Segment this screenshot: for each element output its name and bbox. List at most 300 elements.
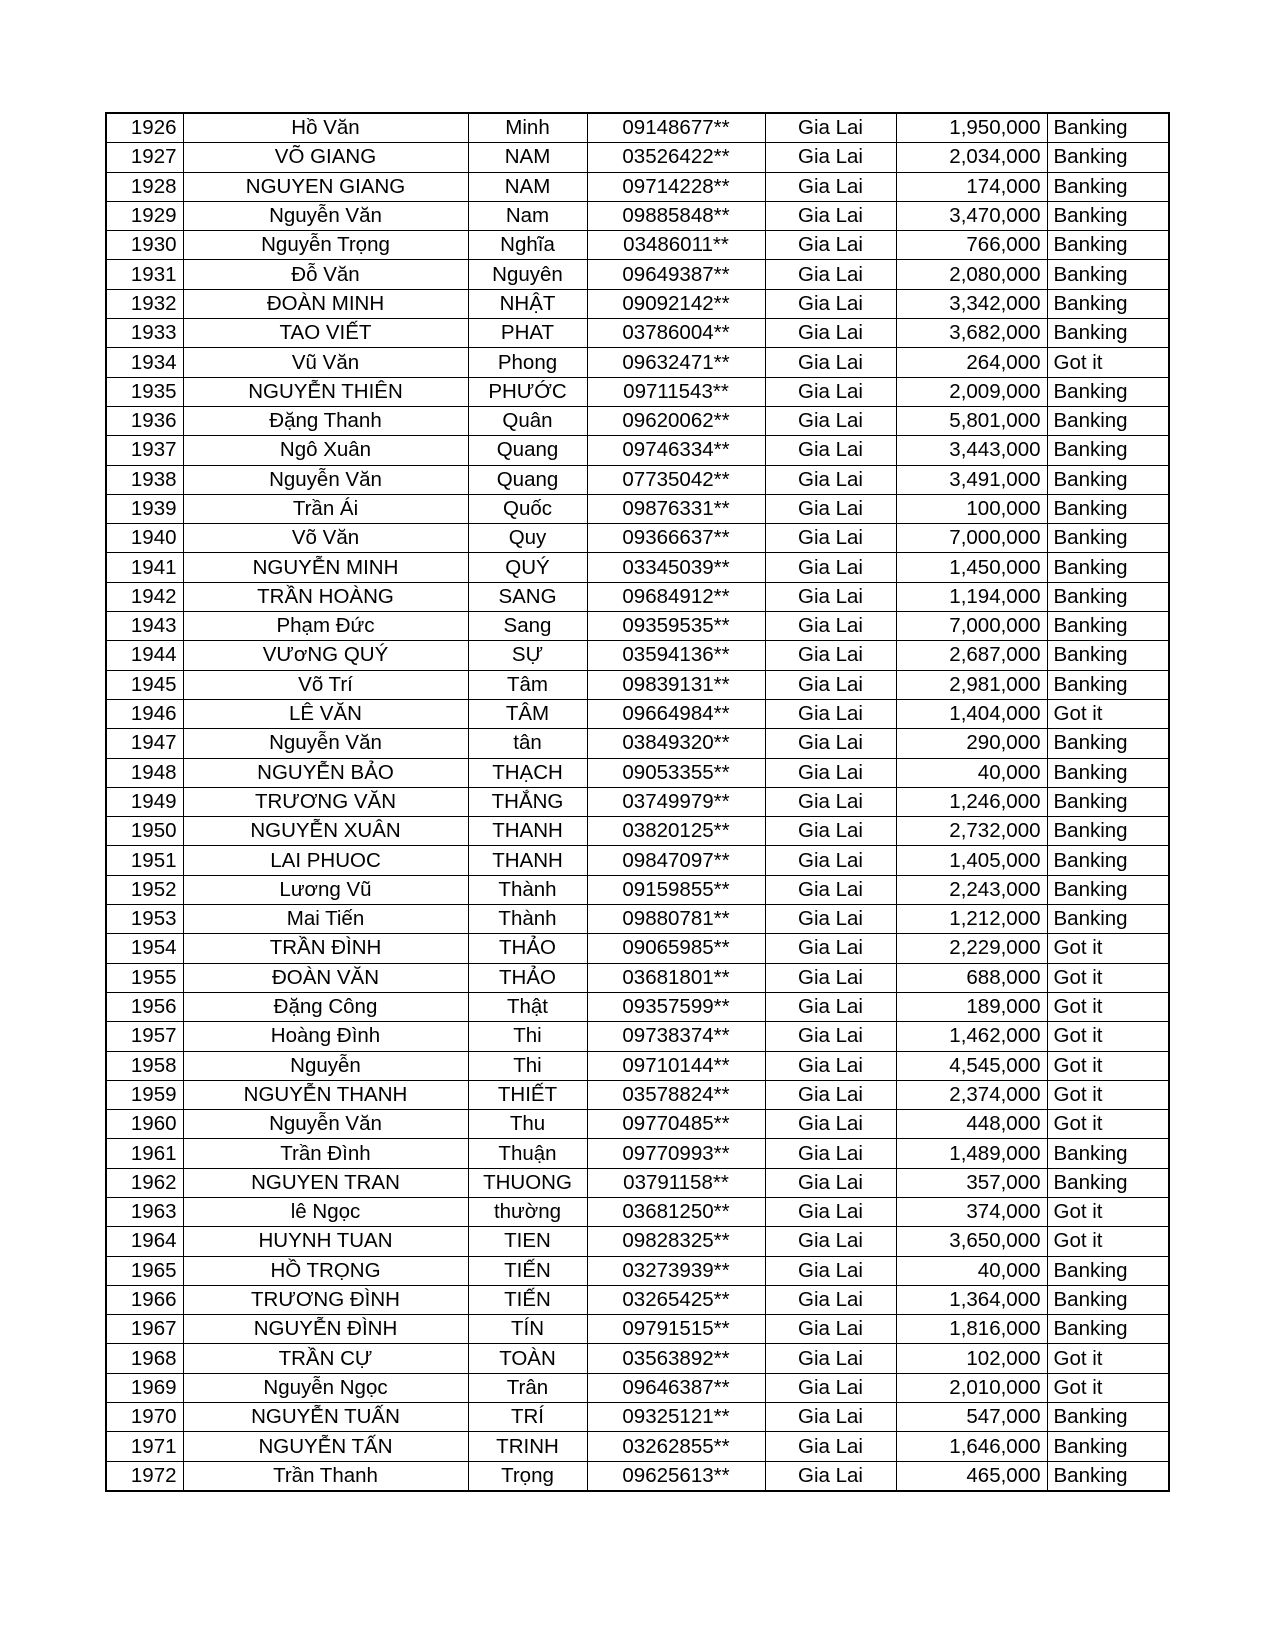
amount-cell: 1,404,000 <box>896 699 1047 728</box>
amount-cell: 1,816,000 <box>896 1315 1047 1344</box>
table-row <box>106 1403 1169 1432</box>
first-name-cell: Thu <box>468 1110 587 1139</box>
phone-cell: 03345039** <box>587 553 765 582</box>
table-row <box>106 1373 1169 1402</box>
amount-cell: 357,000 <box>896 1168 1047 1197</box>
table-row <box>106 992 1169 1021</box>
payment-method-cell: Banking <box>1047 817 1169 846</box>
province-cell: Gia Lai <box>765 963 896 992</box>
first-name-cell: THUONG <box>468 1168 587 1197</box>
row-number-cell: 1962 <box>106 1168 183 1197</box>
last-name-cell: Võ Văn <box>183 524 468 553</box>
table-row <box>106 1256 1169 1285</box>
province-cell: Gia Lai <box>765 1227 896 1256</box>
phone-cell: 03791158** <box>587 1168 765 1197</box>
last-name-cell: NGUYỄN TẤN <box>183 1432 468 1461</box>
first-name-cell: Thành <box>468 905 587 934</box>
table-row <box>106 875 1169 904</box>
last-name-cell: NGUYỄN MINH <box>183 553 468 582</box>
province-cell: Gia Lai <box>765 1315 896 1344</box>
payment-method-cell: Banking <box>1047 905 1169 934</box>
last-name-cell: Vũ Văn <box>183 348 468 377</box>
table-row <box>106 201 1169 230</box>
amount-cell: 189,000 <box>896 992 1047 1021</box>
payment-method-cell: Got it <box>1047 1080 1169 1109</box>
last-name-cell: NGUYỄN THIÊN <box>183 377 468 406</box>
first-name-cell: Quang <box>468 465 587 494</box>
first-name-cell: Thi <box>468 1022 587 1051</box>
province-cell: Gia Lai <box>765 524 896 553</box>
payment-method-cell: Banking <box>1047 612 1169 641</box>
first-name-cell: TÂM <box>468 699 587 728</box>
last-name-cell: ĐOÀN MINH <box>183 289 468 318</box>
first-name-cell: SỰ <box>468 641 587 670</box>
first-name-cell: tân <box>468 729 587 758</box>
phone-cell: 09711543** <box>587 377 765 406</box>
payment-method-cell: Banking <box>1047 289 1169 318</box>
payment-method-cell: Banking <box>1047 846 1169 875</box>
payment-method-cell: Banking <box>1047 524 1169 553</box>
amount-cell: 174,000 <box>896 172 1047 201</box>
payment-method-cell: Got it <box>1047 934 1169 963</box>
phone-cell: 09646387** <box>587 1373 765 1402</box>
phone-cell: 09714228** <box>587 172 765 201</box>
first-name-cell: TRÍ <box>468 1403 587 1432</box>
province-cell: Gia Lai <box>765 758 896 787</box>
amount-cell: 2,981,000 <box>896 670 1047 699</box>
row-number-cell: 1960 <box>106 1110 183 1139</box>
amount-cell: 40,000 <box>896 758 1047 787</box>
province-cell: Gia Lai <box>765 231 896 260</box>
last-name-cell: NGUYỄN ĐÌNH <box>183 1315 468 1344</box>
amount-cell: 374,000 <box>896 1197 1047 1226</box>
amount-cell: 2,080,000 <box>896 260 1047 289</box>
province-cell: Gia Lai <box>765 1080 896 1109</box>
first-name-cell: TIEN <box>468 1227 587 1256</box>
table-row <box>106 582 1169 611</box>
last-name-cell: Trần Thanh <box>183 1461 468 1491</box>
amount-cell: 1,950,000 <box>896 113 1047 143</box>
phone-cell: 09092142** <box>587 289 765 318</box>
phone-cell: 03681250** <box>587 1197 765 1226</box>
last-name-cell: Trần Ái <box>183 494 468 523</box>
phone-cell: 09053355** <box>587 758 765 787</box>
row-number-cell: 1940 <box>106 524 183 553</box>
row-number-cell: 1932 <box>106 289 183 318</box>
amount-cell: 3,491,000 <box>896 465 1047 494</box>
first-name-cell: THẮNG <box>468 787 587 816</box>
row-number-cell: 1941 <box>106 553 183 582</box>
province-cell: Gia Lai <box>765 172 896 201</box>
amount-cell: 2,374,000 <box>896 1080 1047 1109</box>
payment-method-cell: Banking <box>1047 582 1169 611</box>
payment-method-cell: Banking <box>1047 231 1169 260</box>
first-name-cell: Nguyên <box>468 260 587 289</box>
row-number-cell: 1950 <box>106 817 183 846</box>
payment-method-cell: Got it <box>1047 1373 1169 1402</box>
payment-method-cell: Banking <box>1047 143 1169 172</box>
province-cell: Gia Lai <box>765 1403 896 1432</box>
phone-cell: 09065985** <box>587 934 765 963</box>
phone-cell: 09325121** <box>587 1403 765 1432</box>
payment-method-cell: Banking <box>1047 670 1169 699</box>
row-number-cell: 1957 <box>106 1022 183 1051</box>
first-name-cell: thường <box>468 1197 587 1226</box>
last-name-cell: LAI PHUOC <box>183 846 468 875</box>
amount-cell: 547,000 <box>896 1403 1047 1432</box>
row-number-cell: 1949 <box>106 787 183 816</box>
last-name-cell: TAO VIẾT <box>183 319 468 348</box>
row-number-cell: 1939 <box>106 494 183 523</box>
province-cell: Gia Lai <box>765 905 896 934</box>
table-row <box>106 172 1169 201</box>
table-row <box>106 1227 1169 1256</box>
phone-cell: 09684912** <box>587 582 765 611</box>
amount-cell: 100,000 <box>896 494 1047 523</box>
last-name-cell: NGUYEN GIANG <box>183 172 468 201</box>
last-name-cell: ĐOÀN VĂN <box>183 963 468 992</box>
table-row <box>106 699 1169 728</box>
payment-method-cell: Banking <box>1047 406 1169 435</box>
payment-method-cell: Banking <box>1047 319 1169 348</box>
last-name-cell: Hoàng Đình <box>183 1022 468 1051</box>
phone-cell: 09746334** <box>587 436 765 465</box>
province-cell: Gia Lai <box>765 1110 896 1139</box>
last-name-cell: Lương Vũ <box>183 875 468 904</box>
table-row <box>106 465 1169 494</box>
table-row <box>106 758 1169 787</box>
last-name-cell: Đỗ Văn <box>183 260 468 289</box>
row-number-cell: 1951 <box>106 846 183 875</box>
province-cell: Gia Lai <box>765 143 896 172</box>
row-number-cell: 1934 <box>106 348 183 377</box>
last-name-cell: Phạm Đức <box>183 612 468 641</box>
amount-cell: 7,000,000 <box>896 612 1047 641</box>
row-number-cell: 1968 <box>106 1344 183 1373</box>
last-name-cell: TRẦN HOÀNG <box>183 582 468 611</box>
province-cell: Gia Lai <box>765 1139 896 1168</box>
last-name-cell: Trần Đình <box>183 1139 468 1168</box>
province-cell: Gia Lai <box>765 319 896 348</box>
row-number-cell: 1953 <box>106 905 183 934</box>
province-cell: Gia Lai <box>765 846 896 875</box>
payment-method-cell: Banking <box>1047 1403 1169 1432</box>
phone-cell: 09770485** <box>587 1110 765 1139</box>
row-number-cell: 1958 <box>106 1051 183 1080</box>
table-row <box>106 553 1169 582</box>
phone-cell: 09710144** <box>587 1051 765 1080</box>
row-number-cell: 1954 <box>106 934 183 963</box>
table-row <box>106 1139 1169 1168</box>
payment-method-cell: Banking <box>1047 1285 1169 1314</box>
province-cell: Gia Lai <box>765 406 896 435</box>
payment-method-cell: Banking <box>1047 1139 1169 1168</box>
last-name-cell: NGUYỄN THANH <box>183 1080 468 1109</box>
amount-cell: 2,009,000 <box>896 377 1047 406</box>
last-name-cell: NGUYỄN TUẤN <box>183 1403 468 1432</box>
table-row <box>106 1022 1169 1051</box>
table-row <box>106 934 1169 963</box>
last-name-cell: Hồ Văn <box>183 113 468 143</box>
row-number-cell: 1933 <box>106 319 183 348</box>
phone-cell: 09649387** <box>587 260 765 289</box>
last-name-cell: TRƯƠNG VĂN <box>183 787 468 816</box>
province-cell: Gia Lai <box>765 612 896 641</box>
phone-cell: 09620062** <box>587 406 765 435</box>
row-number-cell: 1929 <box>106 201 183 230</box>
province-cell: Gia Lai <box>765 553 896 582</box>
first-name-cell: THẢO <box>468 963 587 992</box>
province-cell: Gia Lai <box>765 992 896 1021</box>
first-name-cell: THANH <box>468 817 587 846</box>
table-row <box>106 905 1169 934</box>
amount-cell: 2,034,000 <box>896 143 1047 172</box>
first-name-cell: THANH <box>468 846 587 875</box>
last-name-cell: lê Ngọc <box>183 1197 468 1226</box>
last-name-cell: Nguyễn Văn <box>183 465 468 494</box>
phone-cell: 03820125** <box>587 817 765 846</box>
payment-method-cell: Banking <box>1047 494 1169 523</box>
province-cell: Gia Lai <box>765 934 896 963</box>
last-name-cell: Nguyễn Trọng <box>183 231 468 260</box>
amount-cell: 1,450,000 <box>896 553 1047 582</box>
table-row <box>106 963 1169 992</box>
amount-cell: 1,212,000 <box>896 905 1047 934</box>
payment-method-cell: Got it <box>1047 1344 1169 1373</box>
province-cell: Gia Lai <box>765 1168 896 1197</box>
phone-cell: 09738374** <box>587 1022 765 1051</box>
payment-method-cell: Banking <box>1047 436 1169 465</box>
table-row <box>106 1110 1169 1139</box>
amount-cell: 1,364,000 <box>896 1285 1047 1314</box>
phone-cell: 03526422** <box>587 143 765 172</box>
row-number-cell: 1956 <box>106 992 183 1021</box>
amount-cell: 4,545,000 <box>896 1051 1047 1080</box>
phone-cell: 09885848** <box>587 201 765 230</box>
last-name-cell: VƯơNG QUÝ <box>183 641 468 670</box>
table-row <box>106 1461 1169 1491</box>
province-cell: Gia Lai <box>765 113 896 143</box>
amount-cell: 465,000 <box>896 1461 1047 1491</box>
first-name-cell: Quy <box>468 524 587 553</box>
province-cell: Gia Lai <box>765 582 896 611</box>
last-name-cell: NGUYEN TRAN <box>183 1168 468 1197</box>
last-name-cell: HUYNH TUAN <box>183 1227 468 1256</box>
province-cell: Gia Lai <box>765 1285 896 1314</box>
first-name-cell: NAM <box>468 172 587 201</box>
row-number-cell: 1965 <box>106 1256 183 1285</box>
province-cell: Gia Lai <box>765 465 896 494</box>
payment-method-cell: Banking <box>1047 260 1169 289</box>
province-cell: Gia Lai <box>765 1022 896 1051</box>
row-number-cell: 1971 <box>106 1432 183 1461</box>
payment-method-cell: Banking <box>1047 1168 1169 1197</box>
phone-cell: 03486011** <box>587 231 765 260</box>
row-number-cell: 1936 <box>106 406 183 435</box>
phone-cell: 09664984** <box>587 699 765 728</box>
table-row <box>106 260 1169 289</box>
amount-cell: 7,000,000 <box>896 524 1047 553</box>
amount-cell: 1,646,000 <box>896 1432 1047 1461</box>
row-number-cell: 1942 <box>106 582 183 611</box>
last-name-cell: Nguyễn Ngọc <box>183 1373 468 1402</box>
row-number-cell: 1930 <box>106 231 183 260</box>
first-name-cell: Nam <box>468 201 587 230</box>
table-row <box>106 612 1169 641</box>
table-row <box>106 1285 1169 1314</box>
amount-cell: 1,489,000 <box>896 1139 1047 1168</box>
payment-method-cell: Banking <box>1047 729 1169 758</box>
payment-method-cell: Got it <box>1047 963 1169 992</box>
amount-cell: 102,000 <box>896 1344 1047 1373</box>
province-cell: Gia Lai <box>765 641 896 670</box>
amount-cell: 40,000 <box>896 1256 1047 1285</box>
row-number-cell: 1970 <box>106 1403 183 1432</box>
first-name-cell: Thuận <box>468 1139 587 1168</box>
first-name-cell: Trân <box>468 1373 587 1402</box>
amount-cell: 2,732,000 <box>896 817 1047 846</box>
table-row <box>106 729 1169 758</box>
first-name-cell: TIẾN <box>468 1285 587 1314</box>
row-number-cell: 1972 <box>106 1461 183 1491</box>
first-name-cell: Thành <box>468 875 587 904</box>
first-name-cell: Quang <box>468 436 587 465</box>
amount-cell: 5,801,000 <box>896 406 1047 435</box>
province-cell: Gia Lai <box>765 348 896 377</box>
first-name-cell: Quân <box>468 406 587 435</box>
amount-cell: 1,462,000 <box>896 1022 1047 1051</box>
payment-method-cell: Got it <box>1047 1197 1169 1226</box>
province-cell: Gia Lai <box>765 494 896 523</box>
table-row <box>106 377 1169 406</box>
first-name-cell: Phong <box>468 348 587 377</box>
last-name-cell: NGUYỄN BẢO <box>183 758 468 787</box>
row-number-cell: 1931 <box>106 260 183 289</box>
phone-cell: 09632471** <box>587 348 765 377</box>
table-row <box>106 817 1169 846</box>
payment-method-cell: Got it <box>1047 699 1169 728</box>
table-row <box>106 494 1169 523</box>
payment-method-cell: Banking <box>1047 641 1169 670</box>
first-name-cell: THIẾT <box>468 1080 587 1109</box>
table-row <box>106 406 1169 435</box>
table-row <box>106 143 1169 172</box>
payment-method-cell: Banking <box>1047 1432 1169 1461</box>
phone-cell: 03681801** <box>587 963 765 992</box>
payment-method-cell: Got it <box>1047 992 1169 1021</box>
payment-method-cell: Banking <box>1047 1461 1169 1491</box>
first-name-cell: NAM <box>468 143 587 172</box>
last-name-cell: Mai Tiến <box>183 905 468 934</box>
last-name-cell: Nguyễn Văn <box>183 729 468 758</box>
row-number-cell: 1943 <box>106 612 183 641</box>
first-name-cell: Nghĩa <box>468 231 587 260</box>
last-name-cell: LÊ VĂN <box>183 699 468 728</box>
province-cell: Gia Lai <box>765 1432 896 1461</box>
province-cell: Gia Lai <box>765 1373 896 1402</box>
phone-cell: 03849320** <box>587 729 765 758</box>
amount-cell: 3,650,000 <box>896 1227 1047 1256</box>
row-number-cell: 1961 <box>106 1139 183 1168</box>
last-name-cell: Võ Trí <box>183 670 468 699</box>
last-name-cell: TRẦN CỰ <box>183 1344 468 1373</box>
table-row <box>106 787 1169 816</box>
table-row <box>106 231 1169 260</box>
amount-cell: 2,687,000 <box>896 641 1047 670</box>
province-cell: Gia Lai <box>765 670 896 699</box>
last-name-cell: HỒ TRỌNG <box>183 1256 468 1285</box>
last-name-cell: Ngô Xuân <box>183 436 468 465</box>
table-row <box>106 524 1169 553</box>
amount-cell: 264,000 <box>896 348 1047 377</box>
phone-cell: 09159855** <box>587 875 765 904</box>
table-row <box>106 113 1169 143</box>
row-number-cell: 1937 <box>106 436 183 465</box>
first-name-cell: PHƯỚC <box>468 377 587 406</box>
phone-cell: 03273939** <box>587 1256 765 1285</box>
last-name-cell: Nguyễn Văn <box>183 201 468 230</box>
amount-cell: 2,010,000 <box>896 1373 1047 1402</box>
payment-method-cell: Banking <box>1047 553 1169 582</box>
amount-cell: 2,229,000 <box>896 934 1047 963</box>
phone-cell: 09828325** <box>587 1227 765 1256</box>
amount-cell: 1,246,000 <box>896 787 1047 816</box>
province-cell: Gia Lai <box>765 377 896 406</box>
province-cell: Gia Lai <box>765 729 896 758</box>
row-number-cell: 1938 <box>106 465 183 494</box>
row-number-cell: 1952 <box>106 875 183 904</box>
row-number-cell: 1928 <box>106 172 183 201</box>
last-name-cell: Nguyễn <box>183 1051 468 1080</box>
table-row <box>106 1344 1169 1373</box>
first-name-cell: TRINH <box>468 1432 587 1461</box>
table-row <box>106 289 1169 318</box>
first-name-cell: Thi <box>468 1051 587 1080</box>
data-table <box>105 112 1170 1492</box>
first-name-cell: THẢO <box>468 934 587 963</box>
first-name-cell: TIẾN <box>468 1256 587 1285</box>
table-row <box>106 348 1169 377</box>
phone-cell: 03594136** <box>587 641 765 670</box>
phone-cell: 03262855** <box>587 1432 765 1461</box>
last-name-cell: Đặng Công <box>183 992 468 1021</box>
first-name-cell: Quốc <box>468 494 587 523</box>
row-number-cell: 1945 <box>106 670 183 699</box>
amount-cell: 688,000 <box>896 963 1047 992</box>
payment-method-cell: Banking <box>1047 1315 1169 1344</box>
last-name-cell: Nguyễn Văn <box>183 1110 468 1139</box>
amount-cell: 1,405,000 <box>896 846 1047 875</box>
phone-cell: 09357599** <box>587 992 765 1021</box>
province-cell: Gia Lai <box>765 201 896 230</box>
payment-method-cell: Banking <box>1047 758 1169 787</box>
row-number-cell: 1967 <box>106 1315 183 1344</box>
phone-cell: 09359535** <box>587 612 765 641</box>
first-name-cell: PHAT <box>468 319 587 348</box>
province-cell: Gia Lai <box>765 699 896 728</box>
row-number-cell: 1927 <box>106 143 183 172</box>
province-cell: Gia Lai <box>765 260 896 289</box>
payment-method-cell: Banking <box>1047 172 1169 201</box>
payment-method-cell: Banking <box>1047 201 1169 230</box>
province-cell: Gia Lai <box>765 1197 896 1226</box>
last-name-cell: NGUYỄN XUÂN <box>183 817 468 846</box>
province-cell: Gia Lai <box>765 817 896 846</box>
phone-cell: 09847097** <box>587 846 765 875</box>
last-name-cell: TRẦN ĐÌNH <box>183 934 468 963</box>
payment-method-cell: Banking <box>1047 875 1169 904</box>
amount-cell: 3,470,000 <box>896 201 1047 230</box>
